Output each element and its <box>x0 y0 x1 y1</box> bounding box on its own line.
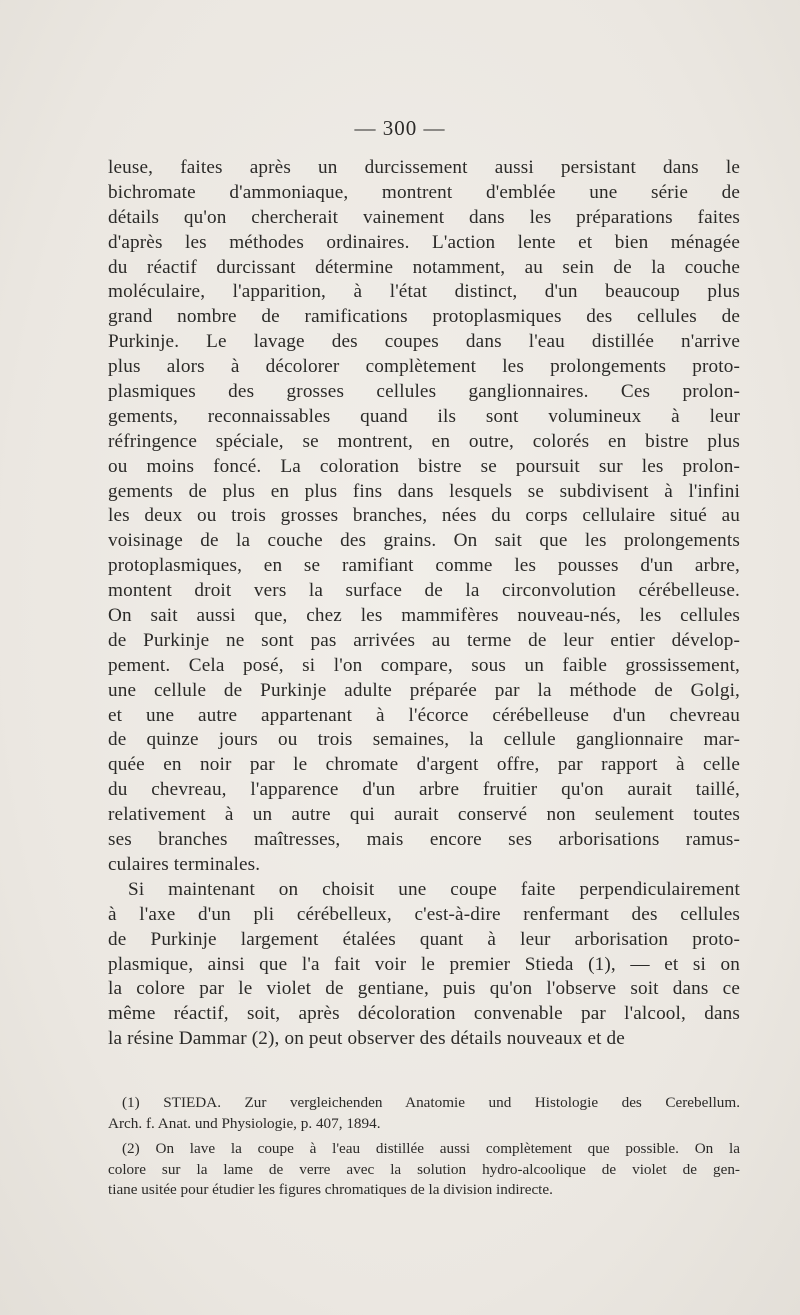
body-text <box>108 156 740 1052</box>
footnote-line: colore sur la lame de verre avec la solution hydro-alcoolique de violet de gen- <box>108 1160 740 1178</box>
paragraph-2 <box>108 878 740 1052</box>
text-line: de Purkinje largement étalées quant à leur arborisation proto- <box>108 928 740 950</box>
text-line: même réactif, soit, après décoloration convenable par l'alcool, dans <box>108 1003 740 1025</box>
paragraph-1 <box>108 156 740 878</box>
text-line: montent droit vers la surface de la circonvolution cérébelleuse. <box>108 580 740 602</box>
text-line: réfringence spéciale, se montrent, en outre, colorés en bistre plus <box>108 430 740 452</box>
text-line: d'après les méthodes ordinaires. L'action lente et bien ménagée <box>108 231 740 253</box>
footnote-2 <box>108 1139 740 1201</box>
footnote-line: (2) On lave la coupe à l'eau distillée aussi complètement que possible. On la <box>122 1140 740 1157</box>
footnote-1 <box>108 1093 740 1134</box>
text-line: et une autre appartenant à l'écorce cérébelleuse d'un chevreau <box>108 704 740 726</box>
text-line: protoplasmiques, en se ramifiant comme les pousses d'un arbre, <box>108 555 740 577</box>
text-line: de quinze jours ou trois semaines, la cellule ganglionnaire mar- <box>108 729 740 751</box>
text-line: Si maintenant on choisit une coupe faite perpendiculairement <box>128 878 740 900</box>
text-line: du chevreau, l'apparence d'un arbre fruitier qu'on aurait taillé, <box>108 779 740 801</box>
text-line: une cellule de Purkinje adulte préparée par la méthode de Golgi, <box>108 679 740 701</box>
text-line: les deux ou trois grosses branches, nées du corps cellulaire situé au <box>108 505 740 527</box>
text-line: culaires terminales. <box>108 853 261 875</box>
text-line: plasmique, ainsi que l'a fait voir le premier Stieda (1), — et si on <box>108 953 740 975</box>
text-line: détails qu'on chercherait vainement dans les préparations faites <box>108 206 740 228</box>
text-line: ses branches maîtresses, mais encore ses arborisations ramus- <box>108 829 740 851</box>
text-line: plus alors à décolorer complètement les prolongements proto- <box>108 356 740 378</box>
text-line: plasmiques des grosses cellules ganglionnaires. Ces prolon- <box>108 381 740 403</box>
text-line: pement. Cela posé, si l'on compare, sous un faible grossissement, <box>108 654 740 676</box>
text-line: du réactif durcissant détermine notamment, au sein de la couche <box>108 256 740 278</box>
footnote-line: Arch. f. Anat. und Physiologie, p. 407, 1894. <box>108 1114 381 1132</box>
footnote-line: tiane usitée pour étudier les figures chromatiques de la division indirecte. <box>108 1181 553 1198</box>
text-line: quée en noir par le chromate d'argent offre, par rapport à celle <box>108 754 740 776</box>
text-line: On sait aussi que, chez les mammifères nouveau-nés, les cellules <box>108 605 740 627</box>
text-line: à l'axe d'un pli cérébelleux, c'est-à-dire renfermant des cellules <box>108 903 740 925</box>
text-line: relativement à un autre qui aurait conservé non seulement toutes <box>108 804 740 826</box>
footnotes <box>108 1093 740 1201</box>
text-line: la résine Dammar (2), on peut observer des détails nouveaux et de <box>108 1028 625 1050</box>
text-line: leuse, faites après un durcissement aussi persistant dans le <box>108 157 740 178</box>
text-line: de Purkinje ne sont pas arrivées au terme de leur entier dévelop- <box>108 629 740 651</box>
text-line: ou moins foncé. La coloration bistre se poursuit sur les prolon- <box>108 455 740 477</box>
text-line: Purkinje. Le lavage des coupes dans l'eau distillée n'arrive <box>108 331 740 353</box>
text-line: bichromate d'ammoniaque, montrent d'emblée une série de <box>108 181 740 203</box>
text-line: grand nombre de ramifications protoplasmiques des cellules de <box>108 306 740 328</box>
text-line: voisinage de la couche des grains. On sait que les prolongements <box>108 530 740 552</box>
text-line: gements, reconnaissables quand ils sont volumineux à leur <box>108 405 740 427</box>
footnote-line: (1) STIEDA. Zur vergleichenden Anatomie und Histologie des Cerebellum. <box>122 1094 740 1111</box>
page-number: — 300 — <box>354 116 446 140</box>
text-line: gements de plus en plus fins dans lesquels se subdivisent à l'infini <box>108 480 740 502</box>
text-line: moléculaire, l'apparition, à l'état distinct, d'un beaucoup plus <box>108 281 740 303</box>
text-line: la colore par le violet de gentiane, puis qu'on l'observe soit dans ce <box>108 978 740 1000</box>
